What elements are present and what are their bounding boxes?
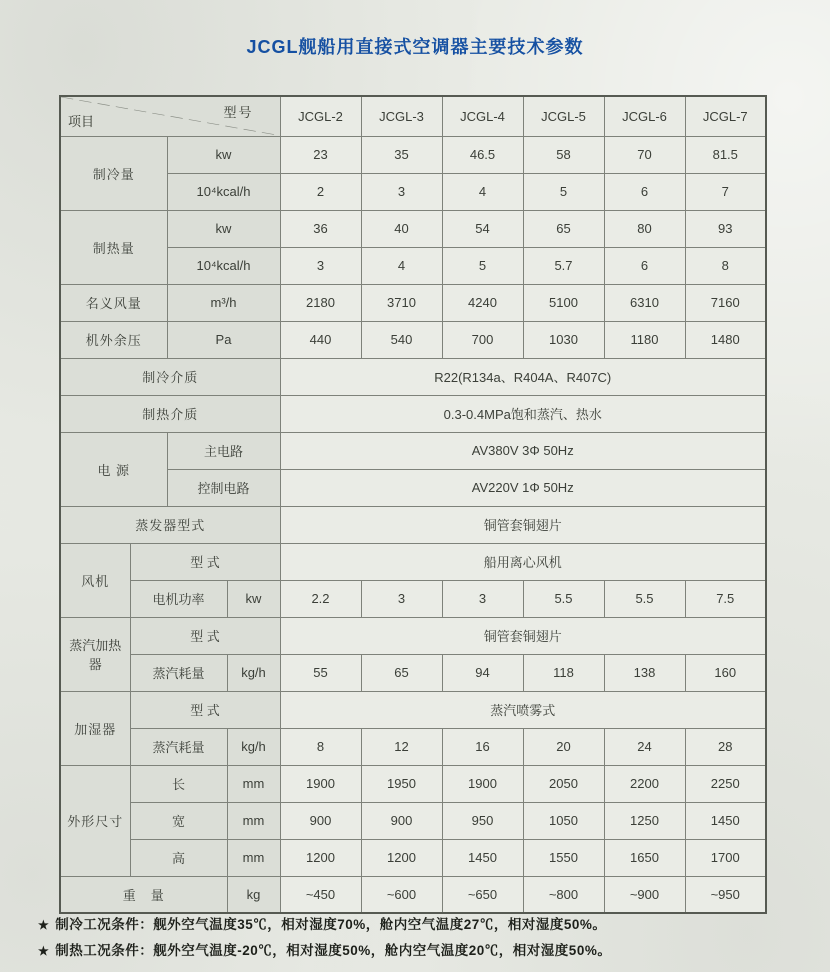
row-refrigerant xyxy=(60,358,766,395)
value-cell: 900 xyxy=(280,802,361,839)
sub-label-motor-power: 电机功率 xyxy=(130,580,227,617)
value-cell: 160 xyxy=(685,654,766,691)
unit-cell: mm xyxy=(227,839,280,876)
row-heating-kw xyxy=(60,210,766,247)
value-cell: 1480 xyxy=(685,321,766,358)
note-cooling-conditions xyxy=(38,912,810,938)
value-cell: 2200 xyxy=(604,765,685,802)
value-cell: 1900 xyxy=(442,765,523,802)
value-cell: 2180 xyxy=(280,284,361,321)
value-cell: 5.5 xyxy=(523,580,604,617)
value-cell: 36 xyxy=(280,210,361,247)
row-motor-power xyxy=(60,580,766,617)
row-humidifier-type xyxy=(60,691,766,728)
star-icon: ★ xyxy=(38,944,50,958)
model-header-jcgl2: JCGL-2 xyxy=(280,96,361,136)
value-cell: 81.5 xyxy=(685,136,766,173)
value-cell: 3710 xyxy=(361,284,442,321)
merged-value-cell: 0.3-0.4MPa饱和蒸汽、热水 xyxy=(280,395,766,432)
merged-value-cell: 蒸汽喷雾式 xyxy=(280,691,766,728)
value-cell: 7 xyxy=(685,173,766,210)
value-cell: 540 xyxy=(361,321,442,358)
corner-item-label: 项目 xyxy=(68,113,95,129)
value-cell: 40 xyxy=(361,210,442,247)
value-cell: 5100 xyxy=(523,284,604,321)
value-cell: 80 xyxy=(604,210,685,247)
row-weight xyxy=(60,876,766,913)
value-cell: 4240 xyxy=(442,284,523,321)
value-cell: 1550 xyxy=(523,839,604,876)
value-cell: ~950 xyxy=(685,876,766,913)
value-cell: 1180 xyxy=(604,321,685,358)
row-label-power-supply: 电 源 xyxy=(60,432,167,506)
value-cell: ~450 xyxy=(280,876,361,913)
sub-label-steam-consumption: 蒸汽耗量 xyxy=(130,654,227,691)
value-cell: 5 xyxy=(523,173,604,210)
value-cell: 5.5 xyxy=(604,580,685,617)
model-header-jcgl3: JCGL-3 xyxy=(361,96,442,136)
value-cell: 1200 xyxy=(280,839,361,876)
spec-table xyxy=(59,95,767,914)
row-label-cooling-capacity: 制冷量 xyxy=(60,136,167,210)
value-cell: 8 xyxy=(280,728,361,765)
row-label-heating-capacity: 制热量 xyxy=(60,210,167,284)
row-label-evaporator-type: 蒸发器型式 xyxy=(60,506,280,543)
unit-cell: m³/h xyxy=(167,284,280,321)
model-header-jcgl6: JCGL-6 xyxy=(604,96,685,136)
header-row xyxy=(60,96,766,136)
value-cell: 8 xyxy=(685,247,766,284)
value-cell: 1450 xyxy=(685,802,766,839)
row-label-fan: 风机 xyxy=(60,543,130,617)
value-cell: 1050 xyxy=(523,802,604,839)
value-cell: 12 xyxy=(361,728,442,765)
value-cell: 54 xyxy=(442,210,523,247)
row-air-volume xyxy=(60,284,766,321)
value-cell: 1250 xyxy=(604,802,685,839)
value-cell: ~600 xyxy=(361,876,442,913)
row-label-external-static-pressure: 机外余压 xyxy=(60,321,167,358)
value-cell: ~650 xyxy=(442,876,523,913)
value-cell: ~800 xyxy=(523,876,604,913)
row-fan-type xyxy=(60,543,766,580)
footnotes xyxy=(38,912,810,964)
value-cell: 1030 xyxy=(523,321,604,358)
sub-label-steam-consumption: 蒸汽耗量 xyxy=(130,728,227,765)
note-heating-conditions xyxy=(38,938,810,964)
value-cell: 1450 xyxy=(442,839,523,876)
value-cell: 16 xyxy=(442,728,523,765)
value-cell: 65 xyxy=(523,210,604,247)
value-cell: ~900 xyxy=(604,876,685,913)
value-cell: 3 xyxy=(361,173,442,210)
row-steam-heater-type xyxy=(60,617,766,654)
row-dimension-height xyxy=(60,839,766,876)
sub-label-type: 型 式 xyxy=(130,543,280,580)
star-icon: ★ xyxy=(38,918,50,932)
row-dimension-length xyxy=(60,765,766,802)
unit-cell: mm xyxy=(227,765,280,802)
value-cell: 6 xyxy=(604,173,685,210)
merged-value-cell: AV220V 1Φ 50Hz xyxy=(280,469,766,506)
value-cell: 900 xyxy=(361,802,442,839)
sub-label-height: 高 xyxy=(130,839,227,876)
value-cell: 1700 xyxy=(685,839,766,876)
row-evaporator-type xyxy=(60,506,766,543)
merged-value-cell: AV380V 3Φ 50Hz xyxy=(280,432,766,469)
value-cell: 20 xyxy=(523,728,604,765)
row-label-steam-heater: 蒸汽加热器 xyxy=(60,617,130,691)
model-header-jcgl5: JCGL-5 xyxy=(523,96,604,136)
sub-label-type: 型 式 xyxy=(130,691,280,728)
merged-value-cell: R22(R134a、R404A、R407C) xyxy=(280,358,766,395)
model-header-jcgl4: JCGL-4 xyxy=(442,96,523,136)
unit-cell: mm xyxy=(227,802,280,839)
value-cell: 3 xyxy=(280,247,361,284)
row-label-weight: 重 量 xyxy=(60,876,227,913)
unit-cell: kg/h xyxy=(227,654,280,691)
value-cell: 3 xyxy=(442,580,523,617)
value-cell: 700 xyxy=(442,321,523,358)
corner-cell xyxy=(60,96,280,136)
value-cell: 7.5 xyxy=(685,580,766,617)
value-cell: 118 xyxy=(523,654,604,691)
unit-cell: kw xyxy=(167,210,280,247)
note-text: 制热工况条件：舰外空气温度-20℃，相对湿度50%，舱内空气温度20℃，相对湿度50%。 xyxy=(55,943,612,958)
row-label-nominal-air-volume: 名义风量 xyxy=(60,284,167,321)
row-humidifier-consumption xyxy=(60,728,766,765)
value-cell: 1950 xyxy=(361,765,442,802)
merged-value-cell: 铜管套铜翅片 xyxy=(280,506,766,543)
row-label-humidifier: 加湿器 xyxy=(60,691,130,765)
value-cell: 2 xyxy=(280,173,361,210)
value-cell: 7160 xyxy=(685,284,766,321)
note-text: 制冷工况条件：舰外空气温度35℃，相对湿度70%，舱内空气温度27℃，相对湿度50%。 xyxy=(55,917,607,932)
sub-label-length: 长 xyxy=(130,765,227,802)
value-cell: 94 xyxy=(442,654,523,691)
row-heating-medium xyxy=(60,395,766,432)
sub-label-width: 宽 xyxy=(130,802,227,839)
value-cell: 3 xyxy=(361,580,442,617)
unit-cell: kg xyxy=(227,876,280,913)
row-cooling-kw xyxy=(60,136,766,173)
unit-cell: 10⁴kcal/h xyxy=(167,173,280,210)
value-cell: 2050 xyxy=(523,765,604,802)
merged-value-cell: 船用离心风机 xyxy=(280,543,766,580)
unit-cell: kg/h xyxy=(227,728,280,765)
value-cell: 28 xyxy=(685,728,766,765)
value-cell: 1650 xyxy=(604,839,685,876)
value-cell: 70 xyxy=(604,136,685,173)
value-cell: 440 xyxy=(280,321,361,358)
value-cell: 65 xyxy=(361,654,442,691)
row-label-refrigerant: 制冷介质 xyxy=(60,358,280,395)
value-cell: 46.5 xyxy=(442,136,523,173)
unit-cell: Pa xyxy=(167,321,280,358)
row-dimension-width xyxy=(60,802,766,839)
value-cell: 5 xyxy=(442,247,523,284)
value-cell: 58 xyxy=(523,136,604,173)
value-cell: 93 xyxy=(685,210,766,247)
row-power-main xyxy=(60,432,766,469)
value-cell: 2250 xyxy=(685,765,766,802)
value-cell: 24 xyxy=(604,728,685,765)
value-cell: 35 xyxy=(361,136,442,173)
unit-cell: kw xyxy=(227,580,280,617)
sub-label-control-circuit: 控制电路 xyxy=(167,469,280,506)
value-cell: 4 xyxy=(442,173,523,210)
page-title: JCGL舰船用直接式空调器主要技术参数 xyxy=(246,37,584,57)
sub-label-type: 型 式 xyxy=(130,617,280,654)
value-cell: 1200 xyxy=(361,839,442,876)
value-cell: 2.2 xyxy=(280,580,361,617)
row-label-heating-medium: 制热介质 xyxy=(60,395,280,432)
sub-label-main-circuit: 主电路 xyxy=(167,432,280,469)
value-cell: 950 xyxy=(442,802,523,839)
unit-cell: 10⁴kcal/h xyxy=(167,247,280,284)
value-cell: 5.7 xyxy=(523,247,604,284)
value-cell: 1900 xyxy=(280,765,361,802)
row-steam-heater-consumption xyxy=(60,654,766,691)
value-cell: 6310 xyxy=(604,284,685,321)
corner-model-label: 型号 xyxy=(223,105,254,120)
value-cell: 55 xyxy=(280,654,361,691)
model-header-jcgl7: JCGL-7 xyxy=(685,96,766,136)
value-cell: 23 xyxy=(280,136,361,173)
unit-cell: kw xyxy=(167,136,280,173)
value-cell: 6 xyxy=(604,247,685,284)
merged-value-cell: 铜管套铜翅片 xyxy=(280,617,766,654)
row-label-dimensions: 外形尺寸 xyxy=(60,765,130,876)
value-cell: 4 xyxy=(361,247,442,284)
value-cell: 138 xyxy=(604,654,685,691)
row-external-pressure xyxy=(60,321,766,358)
